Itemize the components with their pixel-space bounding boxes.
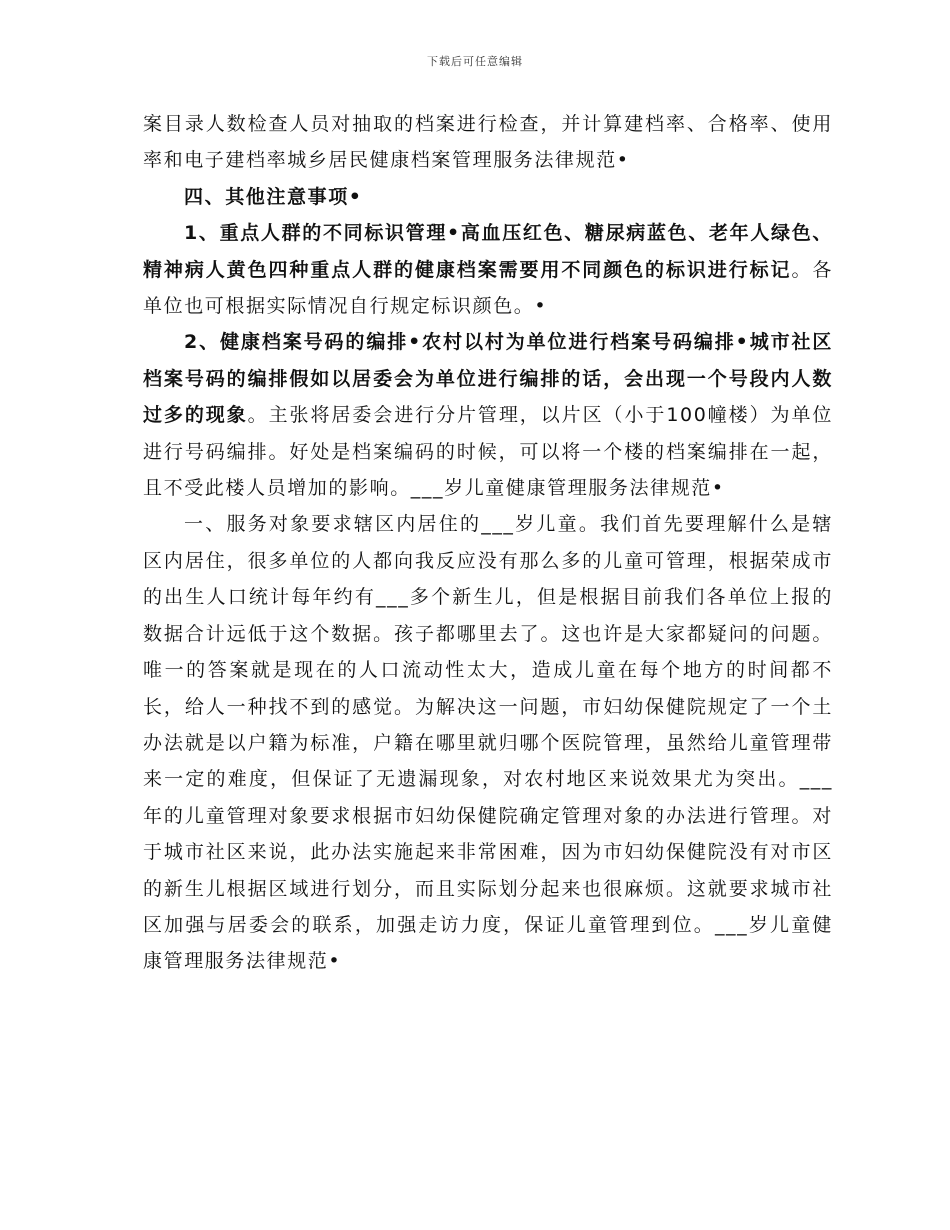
page-header: 下载后可任意编辑: [427, 55, 523, 68]
paragraph: [143, 506, 833, 979]
paragraph: [143, 215, 833, 324]
paragraph-text: 一、服务对象要求辖区内居住的___岁儿童。我们首先要理解什么是辖区内居住，很多单位的人都向我反应没有那么多的儿童可管理，根据荣成市的出生人口统计每年约有___多个新生儿，但是根据目前我们各单位上报的数据合计远低于这个数据。孩子都哪里去了。这也许是大家都疑问的问题。唯一的答案就是现在的人口流动性太大，造成儿童在每个地方的时间都不长，给人一种找不到的感觉。为解决这一问题，市妇幼保健院规定了一个土办法就是以户籍为标准，户籍在哪里就归哪个医院管理，虽然给儿童管理带来一定的难度，但保证了无遗漏现象，对农村地区来说效果尤为突出。___年的儿童管理对象要求根据市妇幼保健院确定管理对象的办法进行管理。对于城市社区来说，此办法实施起来非常困难，因为市妇幼保健院没有对市区的新生儿根据区域进行划分，而且实际划分起来也很麻烦。这就要求城市社区加强与居委会的联系，加强走访力度，保证儿童管理到位。___岁儿童健康管理服务法律规范•: [143, 513, 833, 973]
paragraph: [143, 106, 833, 179]
paragraph-text: 。主张将居委会进行分片管理，以片区（小于100幢楼）为单位进行号码编排。好处是档案编码的时候，可以将一个楼的档案编排在一起，且不受此楼人员增加的影响。___岁儿童健康管理服务法律规范•: [143, 404, 833, 500]
paragraph-text: 。各单位也可根据实际情况自行规定标识颜色。•: [143, 258, 834, 318]
section-heading: [143, 179, 833, 215]
section-heading-text: 四、其他注意事项•: [184, 185, 363, 208]
document-body: [143, 106, 833, 980]
paragraph-bold-text: 2、健康档案号码的编排•农村以村为单位进行档案号码编排•城市社区档案号码的编排假如以居委会为单位进行编排的话，会出现一个号段内人数过多的现象: [143, 331, 833, 427]
paragraph-text: 案目录人数检查人员对抽取的档案进行检查，并计算建档率、合格率、使用率和电子建档率城乡居民健康档案管理服务法律规范•: [143, 113, 833, 172]
paragraph: [143, 324, 833, 506]
paragraph-bold-text: 1、重点人群的不同标识管理•高血压红色、糖尿病蓝色、老年人绿色、精神病人黄色四种重点人群的健康档案需要用不同颜色的标识进行标记: [143, 222, 833, 281]
